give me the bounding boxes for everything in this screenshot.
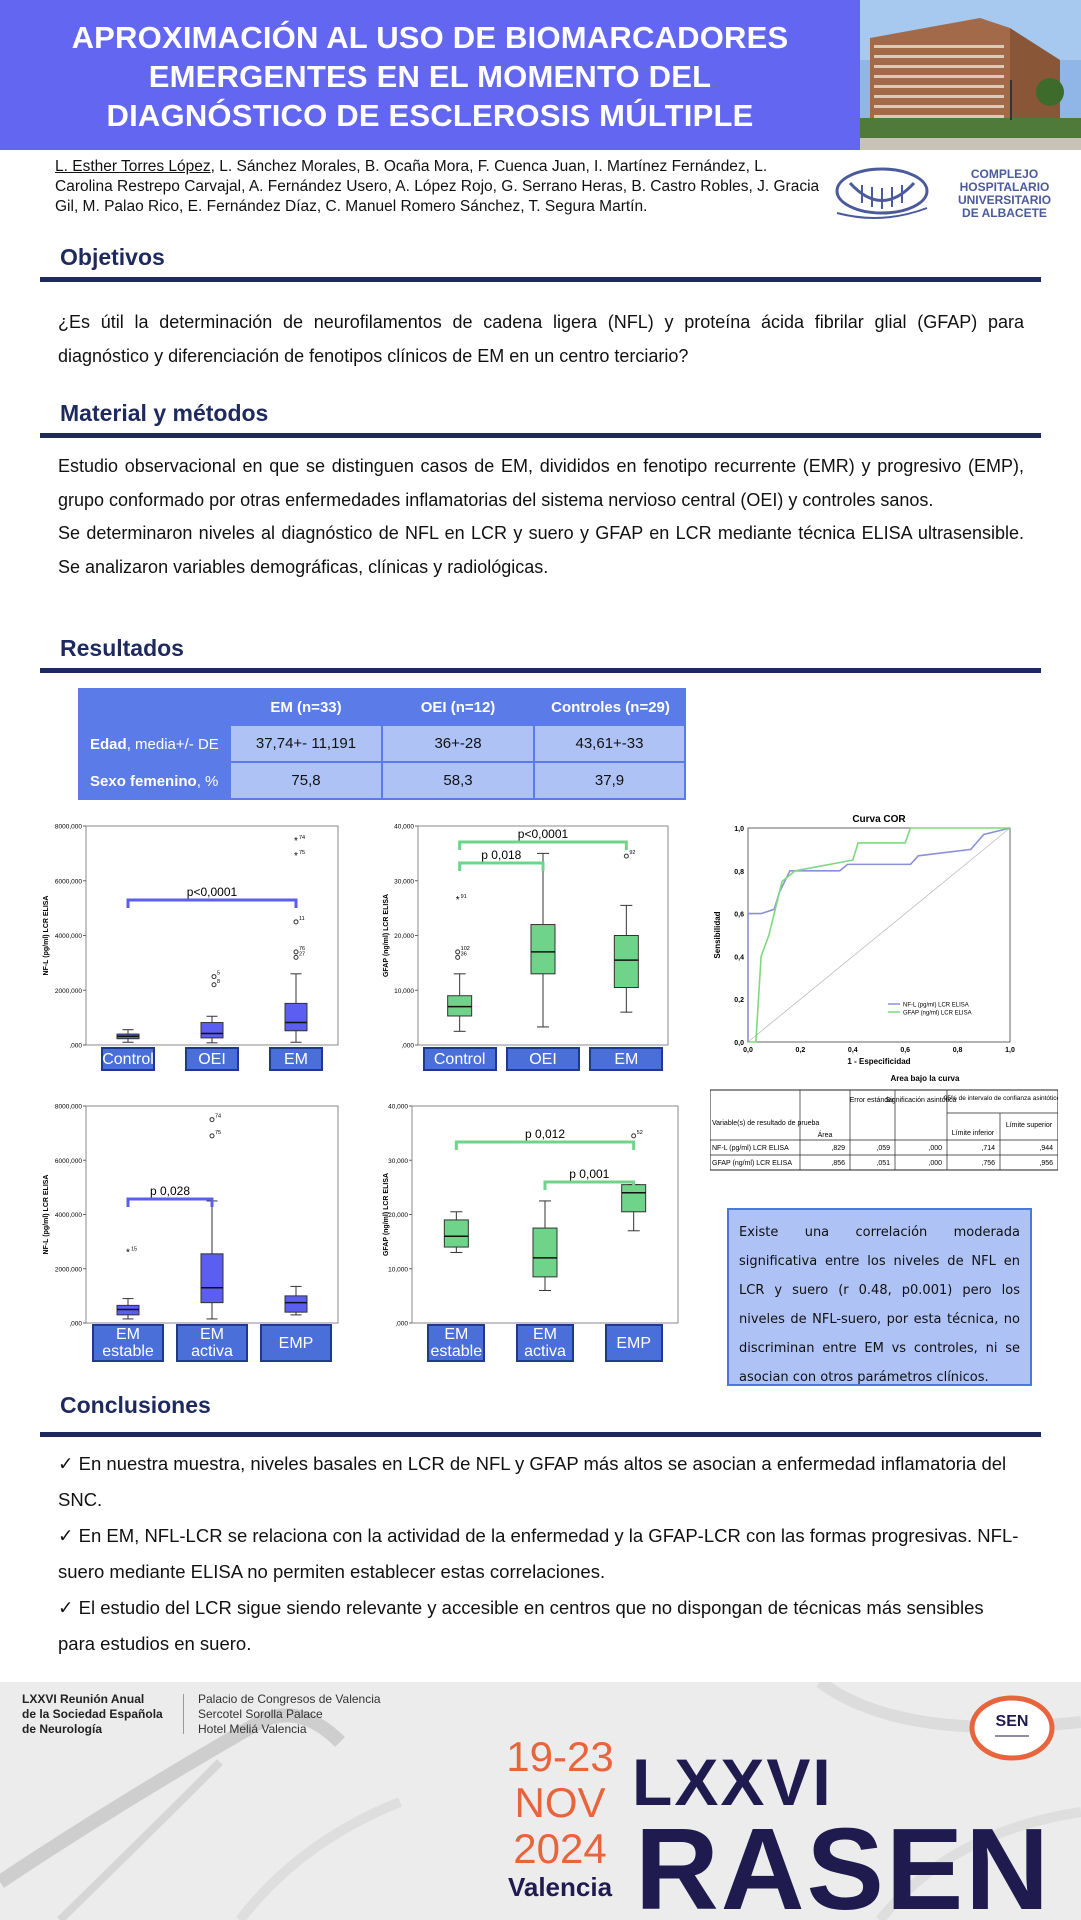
author-list: [55, 157, 825, 217]
y-tick-label: ,000: [69, 1320, 82, 1328]
y-axis-label: GFAP (ng/ml) LCR ELISA: [383, 1172, 390, 1257]
header-banner: [0, 0, 1081, 150]
x-tick-label: 1,0: [1005, 1047, 1015, 1054]
y-tick-label: 1,0: [734, 826, 744, 833]
roc-table-header: Variable(s) de resultado de prueba: [712, 1120, 820, 1127]
table-header: OEI (n=12): [420, 698, 496, 716]
y-tick-label: 0,4: [734, 954, 744, 962]
x-axis-label: 1 - Especificidad: [847, 1057, 911, 1066]
roc-table-cell: ,000: [928, 1145, 942, 1152]
event-dates: 19-23 NOV 2024: [506, 1733, 614, 1872]
x-tick-label: 0,8: [952, 1047, 963, 1054]
roc-table-cell: ,829: [831, 1145, 845, 1152]
category-label: EM estable: [427, 1324, 485, 1362]
y-tick-label: 40,000: [388, 1103, 408, 1111]
outlier-label: 91: [460, 893, 467, 900]
box: [533, 1228, 557, 1277]
section-divider: [40, 1432, 1041, 1437]
hospital-emblem-icon: [832, 163, 932, 225]
roc-table-header: Límite superior: [1005, 1122, 1053, 1129]
table-cell: 36+-28: [383, 726, 533, 761]
y-tick-label: ,000: [69, 1042, 82, 1050]
y-tick-label: 8000,000: [54, 823, 82, 831]
event-edition: LXXVI: [632, 1745, 833, 1819]
category-label: EM: [269, 1047, 323, 1071]
section-title-objetivos: Objetivos: [60, 244, 165, 270]
table-cell: 75,8: [231, 763, 381, 798]
roc-table-cell: ,051: [876, 1160, 890, 1167]
roc-table-cell: NF-L (pg/ml) LCR ELISA: [712, 1145, 789, 1152]
table-header: Controles (n=29): [551, 698, 670, 716]
category-label: EMP: [260, 1324, 332, 1362]
y-tick-label: 30,000: [388, 1157, 408, 1165]
section-title-conclusiones: Conclusiones: [60, 1392, 211, 1418]
outlier-label: 102: [460, 945, 470, 952]
p-value-label: p<0,0001: [517, 827, 569, 841]
box: [531, 925, 555, 974]
category-label: EM: [589, 1047, 663, 1071]
chart-title: Curva COR: [852, 814, 906, 825]
roc-table-header: 95% de intervalo de confianza asintótico: [943, 1095, 1058, 1102]
outlier-label: 75: [299, 850, 306, 857]
roc-table-header: Límite inferior: [951, 1130, 995, 1137]
category-label: EM estable: [92, 1324, 164, 1362]
boxplot-gfap-phenotypes: [378, 1102, 684, 1364]
box: [285, 1296, 307, 1312]
roc-table-cell: ,944: [1039, 1145, 1053, 1152]
y-tick-label: 0,6: [734, 911, 744, 919]
hospital-photo: [860, 0, 1081, 150]
roc-table-cell: ,714: [981, 1145, 995, 1152]
outlier-label: 8: [217, 978, 221, 985]
roc-auc-table: [710, 1075, 1058, 1171]
conclusion-item: ✓ En nuestra muestra, niveles basales en LCR de NFL y GFAP más altos se asocian a enfermedad inflamatoria del SNC.: [58, 1453, 1007, 1510]
boxplot-gfap-groups: [378, 822, 678, 1074]
y-axis-label: Sensibilidad: [713, 911, 722, 959]
x-tick-label: 0,0: [743, 1047, 753, 1054]
roc-table-header: Área: [817, 1132, 833, 1139]
boxplot-nfl-phenotypes: [38, 1102, 350, 1364]
event-name: LXXVI Reunión Anual de la Sociedad Española de Neurología: [22, 1692, 163, 1736]
congress-footer: [0, 1682, 1081, 1920]
y-tick-label: 0,0: [734, 1040, 744, 1047]
y-tick-label: ,000: [395, 1320, 408, 1328]
table-row-label: Edad , media+/- DE: [90, 735, 219, 753]
outlier-label: 15: [131, 1246, 138, 1253]
footer-divider: [183, 1694, 184, 1734]
p-value-label: p<0,0001: [186, 885, 238, 899]
legend-label: GFAP (ng/ml) LCR ELISA: [903, 1010, 972, 1017]
roc-table-header: Significación asintótica: [885, 1097, 957, 1104]
table-header: EM (n=33): [270, 698, 342, 716]
demographics-table: [78, 688, 686, 800]
conclusion-item: ✓ En EM, NFL-LCR se relaciona con la actividad de la enfermedad y la GFAP-LCR con las formas progresivas. NFL-suero mediante ELISA no permiten establecer estas correlaciones.: [58, 1525, 1019, 1582]
box: [444, 1220, 468, 1247]
hospital-logo: [832, 163, 1072, 225]
y-tick-label: 4000,000: [54, 1212, 82, 1219]
category-label: EM activa: [516, 1324, 574, 1362]
roc-table-cell: ,000: [928, 1160, 942, 1167]
hospital-name: COMPLEJO HOSPITALARIO UNIVERSITARIO DE ALBACETE: [957, 167, 1052, 220]
table-cell: 43,61+-33: [535, 726, 684, 761]
table-cell: 37,9: [535, 763, 684, 798]
roc-table-cell: ,059: [876, 1145, 890, 1152]
roc-table-cell: ,856: [831, 1160, 845, 1167]
extreme-outlier: *: [294, 836, 298, 848]
section-divider: [40, 668, 1041, 673]
p-value-label: p 0,001: [569, 1167, 610, 1181]
section-title-resultados: Resultados: [60, 635, 184, 661]
outlier-label: 5: [217, 970, 221, 977]
boxplot-nfl-groups: [38, 822, 350, 1074]
roc-curve-chart: [710, 810, 1020, 1068]
conclusion-item: ✓ El estudio del LCR sigue siendo relevante y accesible en centros que no dispongan de técnicas más sensibles para estudios en suero.: [58, 1597, 984, 1654]
p-value-label: p 0,012: [524, 1127, 566, 1141]
category-label: Control: [101, 1047, 155, 1071]
y-tick-label: 40,000: [394, 823, 414, 831]
table-cell: 58,3: [383, 763, 533, 798]
y-tick-label: 2000,000: [54, 987, 82, 995]
metodos-paragraph-2: Se determinaron niveles al diagnóstico de NFL en LCR y suero y GFAP en LCR mediante técnica ELISA ultrasensible. Se analizaron variables demográficas, clínicas y radiológicas.: [58, 523, 1024, 577]
outlier-label: 92: [629, 850, 636, 857]
roc-table-title: Área bajo la curva: [890, 1075, 960, 1083]
y-tick-label: 10,000: [394, 987, 414, 995]
metodos-text: [58, 450, 1024, 584]
correlation-callout: Existe una correlación moderada significativa entre los niveles de NFL en LCR y suero (r 0.48, p0.001) pero los niveles de NFL-suero, por esta técnica, no discriminan entre EM vs controles, ni se asocian con otros parámetros clínicos.: [727, 1208, 1032, 1386]
objetivos-text: ¿Es útil la determinación de neurofilamentos de cadena ligera (NFL) y proteína ácida fibrilar glial (GFAP) para diagnóstico y diferenciación de fenotipos clínicos de EM en un centro terciario?: [58, 312, 1024, 366]
box: [285, 1003, 307, 1030]
box: [201, 1254, 223, 1303]
y-tick-label: 20,000: [388, 1212, 408, 1219]
roc-table-cell: GFAP (ng/ml) LCR ELISA: [712, 1160, 793, 1167]
outlier-label: 36: [460, 951, 467, 958]
section-title-metodos: Material y métodos: [60, 400, 269, 426]
outlier-label: 74: [215, 1113, 222, 1120]
section-divider: [40, 433, 1041, 438]
sen-logo: [965, 1692, 1060, 1772]
box: [614, 936, 638, 988]
legend-label: NF-L (pg/ml) LCR ELISA: [903, 1002, 969, 1009]
event-city: Valencia: [507, 1872, 613, 1902]
extreme-outlier: *: [294, 851, 298, 863]
outlier-label: 74: [299, 835, 306, 842]
table-cell: 37,74+- 11,191: [231, 726, 381, 761]
y-tick-label: 30,000: [394, 878, 414, 886]
category-label: OEI: [506, 1047, 580, 1071]
y-tick-label: 8000,000: [54, 1103, 82, 1111]
y-tick-label: 4000,000: [54, 933, 82, 940]
roc-table-cell: ,956: [1039, 1160, 1053, 1167]
p-value-label: p 0,018: [481, 848, 522, 862]
y-axis-label: NF-L (pg/ml) LCR ELISA: [43, 1174, 50, 1255]
roc-table-header: Error estándar: [849, 1097, 895, 1104]
outlier-label: 11: [299, 915, 305, 922]
y-axis-label: GFAP (ng/ml) LCR ELISA: [383, 893, 390, 978]
box: [448, 996, 472, 1016]
x-tick-label: 0,4: [847, 1047, 858, 1054]
category-label: Control: [423, 1047, 497, 1071]
table-row-label: Sexo femenino , %: [90, 772, 219, 790]
y-tick-label: ,000: [401, 1042, 414, 1050]
section-divider: [40, 277, 1041, 282]
y-tick-label: 0,2: [734, 997, 744, 1005]
category-label: EM activa: [176, 1324, 248, 1362]
main-author: L. Esther Torres López: [55, 158, 211, 175]
event-brand: RASEN: [635, 1804, 1052, 1920]
roc-table-cell: ,756: [981, 1160, 995, 1167]
category-label: EMP: [605, 1324, 663, 1362]
extreme-outlier: *: [126, 1247, 130, 1259]
category-label: OEI: [185, 1047, 239, 1071]
y-tick-label: 6000,000: [54, 878, 82, 886]
extreme-outlier: *: [455, 894, 460, 906]
x-tick-label: 0,2: [795, 1047, 806, 1054]
p-value-label: p 0,028: [149, 1184, 191, 1198]
sen-logo-text: SEN: [995, 1713, 1029, 1730]
y-tick-label: 6000,000: [54, 1157, 82, 1165]
metodos-paragraph-1: Estudio observacional en que se distinguen casos de EM, divididos en fenotipo recurrente (EMR) y progresivo (EMP), grupo conformado por otras enfermedades inflamatorias del sistema nervioso central (OEI) y controles sanos.: [58, 456, 1024, 510]
event-venues: Palacio de Congresos de Valencia Sercotel Sorolla Palace Hotel Meliá Valencia: [198, 1692, 381, 1736]
box: [201, 1023, 223, 1038]
y-tick-label: 2000,000: [54, 1266, 82, 1274]
outlier-label: 75: [215, 1129, 222, 1136]
outlier-label: 52: [636, 1129, 643, 1136]
y-tick-label: 0,8: [734, 868, 744, 876]
y-tick-label: 10,000: [388, 1266, 408, 1274]
y-axis-label: NF-L (pg/ml) LCR ELISA: [43, 895, 50, 976]
poster-title: APROXIMACIÓN AL USO DE BIOMARCADORES EMERGENTES EN EL MOMENTO DEL DIAGNÓSTICO DE ESCLEROSIS MÚLTIPLE: [71, 20, 789, 133]
co-authors: , L. Sánchez Morales, B. Ocaña Mora, F. Cuenca Juan, I. Martínez Fernández, L. Carolina Restrepo Carvajal, A. Fernández Usero, A. López Rojo, G. Serrano Heras, B. Castro Robles, J. Gracia Gil, M. Palao Rico, E. Fernández Díaz, C. Manuel Romero Sánchez, T. Segura Martín.: [55, 158, 820, 215]
x-tick-label: 0,6: [900, 1047, 911, 1054]
outlier-label: 27: [299, 951, 306, 958]
outlier-label: 76: [299, 945, 306, 952]
y-tick-label: 20,000: [394, 933, 414, 940]
